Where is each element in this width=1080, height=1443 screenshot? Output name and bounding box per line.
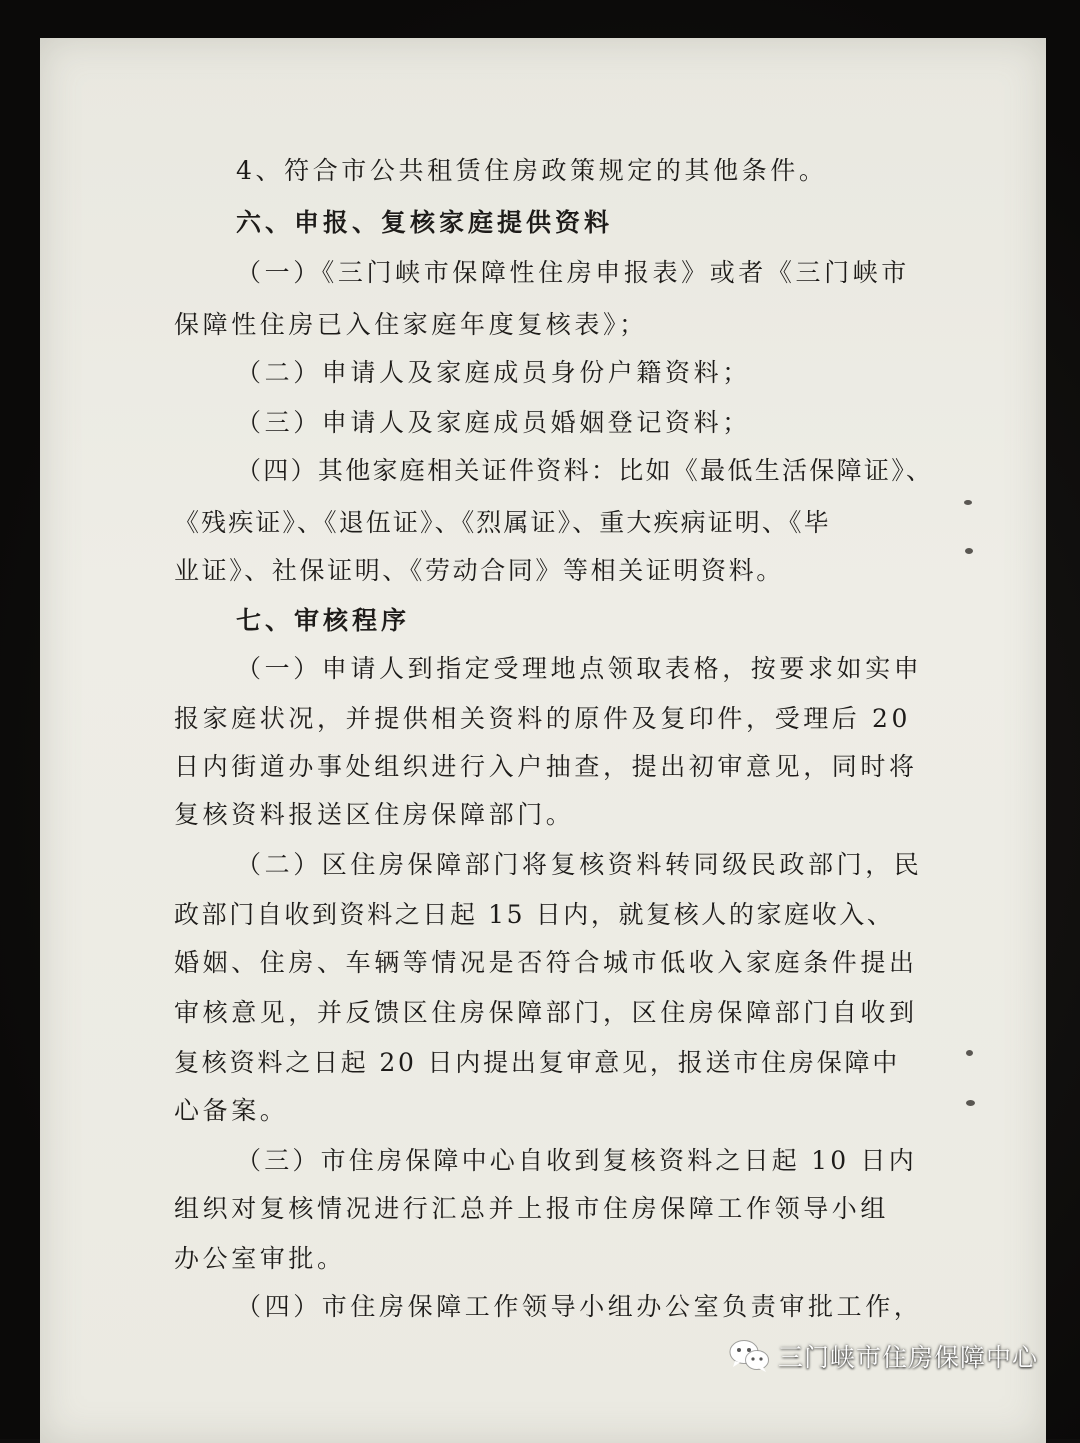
body-line: （二）区住房保障部门将复核资料转同级民政部门，民 [236, 850, 923, 879]
body-line: 政部门自收到资料之日起 15 日内，就复核人的家庭收入、 [174, 900, 895, 929]
body-line: 办公室审批。 [174, 1244, 346, 1273]
body-line: 审核意见，并反馈区住房保障部门，区住房保障部门自收到 [174, 998, 918, 1027]
body-line: （三）市住房保障中心自收到复核资料之日起 10 日内 [236, 1146, 917, 1175]
section-heading: 六、申报、复核家庭提供资料 [236, 208, 614, 237]
body-line: 复核资料报送区住房保障部门。 [174, 800, 575, 829]
body-line: 组织对复核情况进行汇总并上报市住房保障工作领导小组 [174, 1194, 890, 1223]
body-line: 婚姻、住房、车辆等情况是否符合城市低收入家庭条件提出 [174, 948, 918, 977]
watermark-text: 三门峡市住房保障中心 [778, 1343, 1039, 1372]
body-line: 业证》、社保证明、《劳动合同》等相关证明资料。 [174, 556, 784, 585]
section-heading: 七、审核程序 [236, 606, 411, 635]
body-line: （四）市住房保障工作领导小组办公室负责审批工作， [236, 1292, 923, 1321]
wechat-icon [728, 1338, 770, 1374]
document-body [40, 38, 1046, 1408]
body-line: （一）申请人到指定受理地点领取表格，按要求如实申 [236, 654, 923, 683]
body-line: （四）其他家庭相关证件资料：比如《最低生活保障证》、 [236, 456, 934, 485]
body-line: 《残疾证》、《退伍证》、《烈属证》、重大疾病证明、《毕 [174, 508, 831, 537]
wechat-watermark [728, 1336, 1038, 1376]
body-line: 4、符合市公共租赁住房政策规定的其他条件。 [236, 156, 828, 185]
body-line: 心备案。 [174, 1096, 289, 1125]
body-line: 报家庭状况，并提供相关资料的原件及复印件，受理后 20 [174, 704, 911, 733]
body-line: （三）申请人及家庭成员婚姻登记资料； [236, 408, 751, 437]
body-line: 日内街道办事处组织进行入户抽查，提出初审意见，同时将 [174, 752, 918, 781]
body-line: （一）《三门峡市保障性住房申报表》或者《三门峡市 [236, 258, 910, 287]
body-line: （二）申请人及家庭成员身份户籍资料； [236, 358, 751, 387]
body-line: 保障性住房已入住家庭年度复核表》； [174, 310, 648, 339]
body-line: 复核资料之日起 20 日内提出复审意见，报送市住房保障中 [174, 1048, 901, 1077]
